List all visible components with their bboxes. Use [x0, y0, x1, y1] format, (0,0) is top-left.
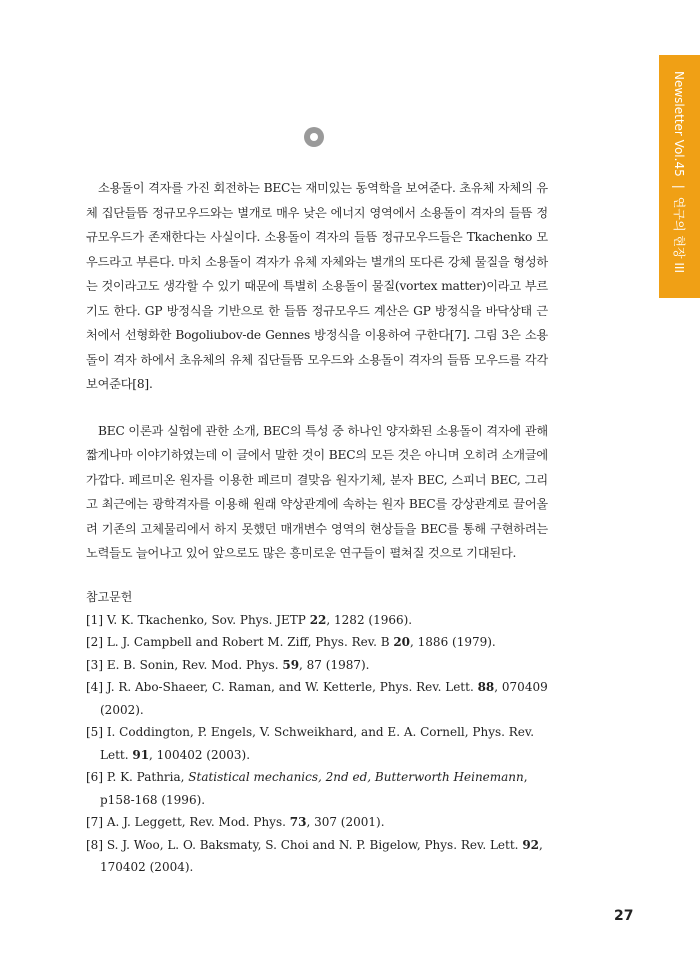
reference-text: , p158-168 (1996). [100, 770, 528, 807]
reference-volume: 20 [393, 635, 411, 649]
reference-item [86, 721, 548, 766]
reference-volume: 22 [309, 612, 327, 627]
side-tab-text [659, 55, 700, 298]
reference-volume: 59 [282, 657, 300, 672]
article-body [86, 176, 548, 879]
references-section [86, 586, 548, 879]
reference-text: , 1886 (1979). [410, 635, 496, 649]
reference-text: , 070409 (2002). [100, 680, 548, 717]
reference-text: [7] A. J. Leggett, Rev. Mod. Phys. [86, 815, 290, 829]
reference-volume: 88 [477, 680, 495, 694]
reference-volume: 92 [522, 837, 540, 852]
reference-text: , 307 (2001). [306, 815, 385, 829]
reference-item [86, 834, 548, 879]
page-number: 27 [614, 908, 634, 924]
newsletter-label: Newsletter Vol.45 [672, 71, 687, 177]
reference-item [86, 631, 548, 654]
paragraph-1: 소용돌이 격자를 가진 회전하는 BEC는 재미있는 동역학을 보여준다. 초유체 자체의 유체 집단들뜸 정규모우드와는 별개로 매우 낮은 에너지 영역에서 소용돌이 격자의 들뜸 정규모우드가 존재한다는 사실이다. 소용돌이 격자의 들뜸 정규모우드들은 Tkachenko 모우드라고 부른다. 마치 소용돌이 격자가 유체 자체와는 별개의 또다른 강체 물질을 형성하는 것이라고도 생각할 수 있기 때문에 특별히 소용돌이 물질(vortex matter)이라고 부르기도 한다. GP 방정식을 기반으로 한 들뜸 정규모우드 계산은 GP 방정식을 바닥상태 근처에서 선형화한 Bogoliubov-de Gennes 방정식을 이용하여 구한다[7]. 그림 3은 소용돌이 격자 하에서 초유체의 유체 집단들뜸 모우드와 소용돌이 격자의 들뜸 모우드를 각각 보여준다[8]. [86, 181, 548, 391]
section-label: 연구의 현장 III [672, 196, 686, 273]
section-bullet-icon [304, 127, 324, 147]
reference-volume: 91 [132, 747, 150, 762]
reference-text: [1] V. K. Tkachenko, Sov. Phys. JETP [86, 612, 310, 627]
reference-text: [4] J. R. Abo-Shaeer, C. Raman, and W. Ketterle, Phys. Rev. Lett. [86, 680, 478, 694]
reference-item [86, 609, 548, 632]
tab-separator: | [672, 184, 687, 189]
reference-item [86, 654, 548, 677]
reference-text: [2] L. J. Campbell and Robert M. Ziff, Phys. Rev. B [86, 635, 394, 649]
reference-text: [3] E. B. Sonin, Rev. Mod. Phys. [86, 657, 283, 672]
reference-text: , 100402 (2003). [149, 747, 251, 762]
reference-text: [5] I. Coddington, P. Engels, V. Schweikhard, and E. A. Cornell, Phys. Rev. Lett. [86, 725, 535, 762]
reference-item [86, 811, 548, 834]
reference-text: , 170402 (2004). [100, 837, 543, 874]
reference-item [86, 676, 548, 721]
reference-text: [8] S. J. Woo, L. O. Baksmaty, S. Choi and N. P. Bigelow, Phys. Rev. Lett. [86, 837, 523, 852]
reference-volume: 73 [289, 815, 307, 829]
reference-text: , 1282 (1966). [326, 612, 413, 627]
reference-text: [6] P. K. Pathria, [86, 770, 189, 784]
paragraph-2: BEC 이론과 실험에 관한 소개, BEC의 특성 중 하나인 양자화된 소용돌이 격자에 관해 짧게나마 이야기하였는데 이 글에서 말한 것이 BEC의 모든 것은 아니며 오히려 소개글에 가깝다. 페르미온 원자를 이용한 페르미 결맞음 원자기체, 분자 BEC, 스피너 BEC, 그리고 최근에는 광학격자를 이용해 원래 약상관계에 속하는 원자 BEC를 강상관계로 끌어올려 기존의 고체물리에서 하지 못했던 매개변수 영역의 현상들을 BEC를 통해 구현하려는 노력들도 늘어나고 있어 앞으로도 많은 흥미로운 연구들이 펼쳐질 것으로 기대된다. [86, 423, 548, 560]
reference-book-title: Statistical mechanics, 2nd ed, Butterworth Heinemann [188, 770, 524, 784]
references-heading: 참고문헌 [86, 589, 133, 604]
reference-text: , 87 (1987). [299, 657, 370, 672]
section-side-tab [659, 55, 700, 298]
reference-item [86, 766, 548, 811]
